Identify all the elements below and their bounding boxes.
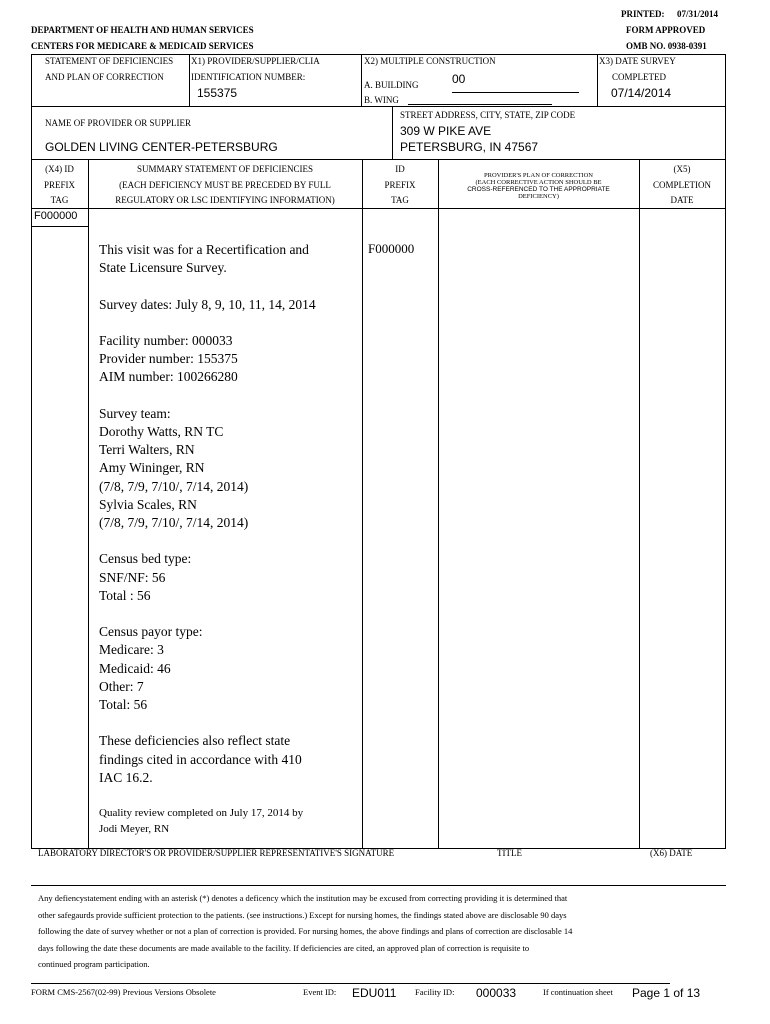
- rule: [31, 885, 726, 886]
- x3-label-2: COMPLETED: [612, 72, 666, 82]
- rule: [31, 208, 726, 209]
- summary-line: Census payor type:: [99, 624, 203, 640]
- provider-name-label: NAME OF PROVIDER OR SUPPLIER: [45, 118, 192, 128]
- x1-label-1: X1) PROVIDER/SUPPLIER/CLIA: [191, 56, 320, 66]
- rule: [639, 159, 640, 848]
- rule: [88, 159, 89, 848]
- summary-paragraph: [99, 405, 316, 532]
- rule: [189, 54, 190, 106]
- summary-line: Dorothy Watts, RN TC: [99, 423, 224, 439]
- provider-id-value: 155375: [197, 86, 238, 100]
- left-tag: F000000: [34, 210, 78, 222]
- rule: [361, 54, 362, 106]
- id-header-1: ID: [395, 164, 405, 174]
- summary-line: Medicare: 3: [99, 642, 164, 658]
- x5-header-2: COMPLETION: [653, 180, 711, 190]
- title-label: TITLE: [497, 848, 522, 858]
- summary-paragraph: [99, 332, 316, 387]
- disclaimer-text: [38, 890, 572, 973]
- rule: [31, 54, 32, 106]
- address-label: STREET ADDRESS, CITY, STATE, ZIP CODE: [400, 110, 576, 120]
- plan-header-1: PROVIDER'S PLAN OF CORRECTION: [484, 172, 593, 179]
- disclaimer-line: days following the date these documents are made available to the facility. If deficiencies are cited, an approved plan of correction is requisite to: [38, 942, 530, 953]
- summary-line: AIM number: 100266280: [99, 369, 238, 385]
- summary-line: Census bed type:: [99, 551, 192, 567]
- summary-line: Survey dates: July 8, 9, 10, 11, 14, 2014: [99, 296, 316, 312]
- summary-line: Facility number: 000033: [99, 332, 233, 348]
- x4-header-2: PREFIX: [43, 180, 75, 190]
- summary-line: Provider number: 155375: [99, 351, 238, 367]
- rule: [725, 54, 726, 159]
- continuation-label: If continuation sheet: [543, 987, 613, 997]
- rule: [31, 983, 670, 984]
- x4-header-3: TAG: [50, 195, 69, 205]
- id-header-2: PREFIX: [384, 180, 416, 190]
- disclaimer-line: continued program participation.: [38, 959, 150, 969]
- summary-line: Other: 7: [99, 678, 144, 694]
- review-line-2: Jodi Meyer, RN: [99, 823, 170, 835]
- summary-line: findings cited in accordance with 410: [99, 751, 302, 767]
- x5-header-1: (X5): [673, 164, 691, 174]
- rule: [597, 54, 598, 106]
- address-line-2: PETERSBURG, IN 47567: [400, 140, 539, 154]
- rule: [392, 106, 393, 159]
- statement-label-1: STATEMENT OF DEFICIENCIES: [45, 56, 174, 66]
- id-header-3: TAG: [391, 195, 409, 205]
- disclaimer-line: following the date of survey whether or not a plan of correction is provided. For nursing homes, the above findings and plans of correction are disclosable 14: [38, 926, 573, 936]
- building-line: [452, 92, 579, 93]
- printed-date: 07/31/2014: [677, 9, 719, 19]
- x4-header-1: (X4) ID: [45, 164, 74, 174]
- summary-header-3: REGULATORY OR LSC IDENTIFYING INFORMATION): [115, 195, 335, 205]
- summary-paragraph: [99, 296, 316, 314]
- event-id-label: Event ID:: [303, 987, 337, 997]
- director-signature-label: LABORATORY DIRECTOR'S OR PROVIDER/SUPPLIER REPRESENTATIVE'S SIGNATURE: [38, 848, 395, 858]
- summary-line: Total : 56: [99, 587, 151, 603]
- summary-paragraph: [99, 623, 316, 714]
- form-number: FORM CMS-2567(02-99) Previous Versions Obsolete: [31, 987, 216, 997]
- x1-label-2: IDENTIFICATION NUMBER:: [191, 72, 306, 82]
- building-label: A. BUILDING: [364, 80, 419, 90]
- address-line-1: 309 W PIKE AVE: [400, 124, 492, 138]
- summary-paragraph: [99, 732, 316, 787]
- plan-header-4: DEFICIENCY): [518, 193, 559, 200]
- rule: [31, 106, 726, 107]
- rule: [31, 106, 32, 159]
- facility-id-label: Facility ID:: [415, 987, 455, 997]
- wing-line: [408, 104, 552, 105]
- summary-line: (7/8, 7/9, 7/10/, 7/14, 2014): [99, 515, 249, 530]
- plan-header-2: (EACH CORRECTIVE ACTION SHOULD BE: [475, 179, 602, 186]
- summary-header-1: SUMMARY STATEMENT OF DEFICIENCIES: [136, 164, 314, 174]
- rule: [31, 226, 88, 227]
- summary-line: This visit was for a Recertification and: [99, 242, 309, 257]
- summary-header-2: (EACH DEFICIENCY MUST BE PRECEDED BY FULL: [119, 180, 331, 190]
- summary-line: Survey team:: [99, 405, 171, 421]
- summary-line: IAC 16.2.: [99, 769, 153, 785]
- building-value: 00: [452, 72, 466, 86]
- summary-paragraph: [99, 241, 316, 277]
- summary-line: Total: 56: [99, 697, 148, 712]
- summary-line: Sylvia Scales, RN: [99, 496, 197, 512]
- rule: [725, 159, 726, 848]
- summary-line: Medicaid: 46: [99, 660, 171, 676]
- department-title: DEPARTMENT OF HEALTH AND HUMAN SERVICES: [31, 25, 254, 35]
- x2-label: X2) MULTIPLE CONSTRUCTION: [364, 56, 496, 66]
- summary-statement: [99, 241, 316, 805]
- plan-header-3: CROSS-REFERENCED TO THE APPROPRIATE: [467, 186, 610, 193]
- date-completed-value: 07/14/2014: [611, 86, 672, 100]
- wing-label: B. WING: [364, 95, 399, 105]
- summary-paragraph: [99, 550, 316, 605]
- x3-label-1: X3) DATE SURVEY: [599, 56, 676, 66]
- facility-id-value: 000033: [476, 986, 517, 1000]
- summary-line: State Licensure Survey.: [99, 260, 227, 276]
- right-tag: F000000: [368, 241, 415, 256]
- rule: [438, 159, 439, 848]
- rule: [31, 159, 32, 848]
- review-line-1: Quality review completed on July 17, 2014 by: [99, 807, 304, 819]
- form-approved: FORM APPROVED: [626, 25, 706, 35]
- summary-line: SNF/NF: 56: [99, 569, 166, 585]
- disclaimer-line: other safegaurds provide sufficient protection to the patients. (see instructions.) Except for nursing homes, the findings stated above are disclosable 90 days: [38, 909, 567, 920]
- summary-line: (7/8, 7/9, 7/10/, 7/14, 2014): [99, 478, 249, 494]
- omb-number: OMB NO. 0938-0391: [626, 41, 707, 51]
- rule: [362, 159, 363, 848]
- date-label: (X6) DATE: [650, 848, 693, 858]
- printed-label: PRINTED:: [621, 9, 665, 19]
- summary-line: Terri Walters, RN: [99, 442, 195, 458]
- x5-header-3: DATE: [670, 195, 694, 205]
- rule: [31, 159, 726, 160]
- page-number: Page 1 of 13: [632, 986, 701, 1000]
- statement-label-2: AND PLAN OF CORRECTION: [45, 72, 164, 82]
- summary-line: Amy Wininger, RN: [99, 460, 205, 476]
- provider-name-value: GOLDEN LIVING CENTER-PETERSBURG: [45, 140, 278, 154]
- event-id-value: EDU011: [352, 986, 397, 1000]
- rule: [31, 54, 726, 55]
- disclaimer-line: Any defiencystatement ending with an asterisk (*) denotes a deficency which the institution may be excused from correcting providing it is determined that: [38, 893, 568, 903]
- summary-line: These deficiencies also reflect state: [99, 733, 291, 749]
- centers-title: CENTERS FOR MEDICARE & MEDICAID SERVICES: [31, 41, 254, 51]
